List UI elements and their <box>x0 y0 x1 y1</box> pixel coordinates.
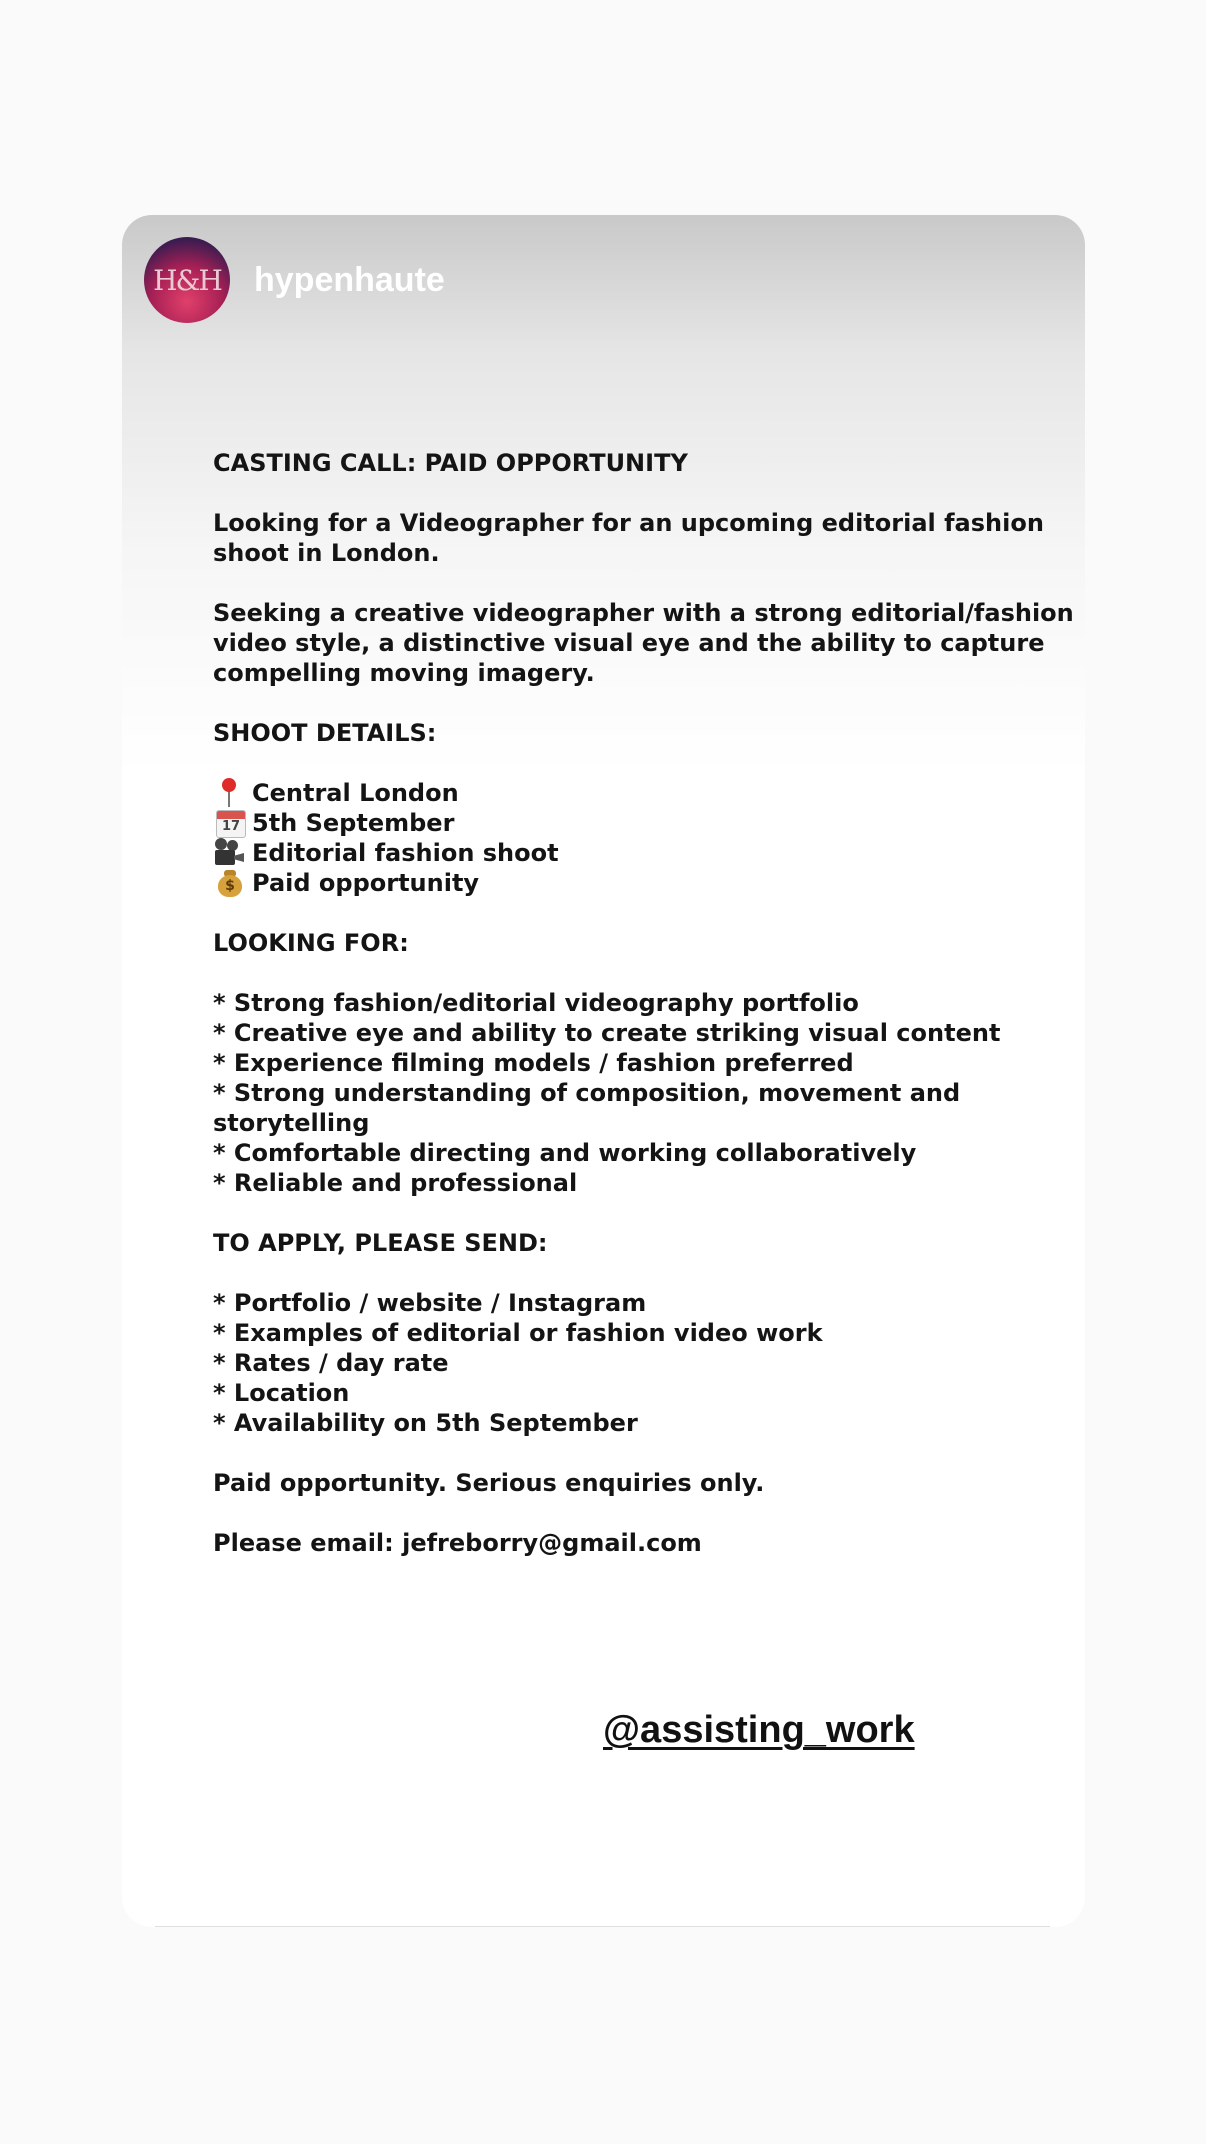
divider <box>155 1926 1050 1927</box>
seeking-line: video style, a distinctive visual eye and the ability to capture <box>213 629 1045 657</box>
post-text <box>213 448 1093 1558</box>
detail-text: Editorial fashion shoot <box>252 839 559 867</box>
list-item: * Strong understanding of composition, movement and <box>213 1079 961 1107</box>
detail-text: Central London <box>252 779 459 807</box>
seeking-line: compelling moving imagery. <box>213 659 595 687</box>
detail-item <box>213 868 1093 898</box>
list-item: * Comfortable directing and working collaboratively <box>213 1139 917 1167</box>
looking-heading: LOOKING FOR: <box>213 929 409 957</box>
list-item: * Experience filming models / fashion preferred <box>213 1049 854 1077</box>
details-heading: SHOOT DETAILS: <box>213 719 437 747</box>
list-item: * Creative eye and ability to create striking visual content <box>213 1019 1001 1047</box>
intro-line: shoot in London. <box>213 539 440 567</box>
movie-camera-icon <box>213 838 247 868</box>
detail-text: Paid opportunity <box>252 869 480 897</box>
closing-line: Paid opportunity. Serious enquiries only. <box>213 1469 765 1497</box>
list-item: * Strong fashion/editorial videography portfolio <box>213 989 859 1017</box>
email-line[interactable]: Please email: jefreborry@gmail.com <box>213 1529 702 1557</box>
detail-item <box>213 838 1093 868</box>
detail-item <box>213 808 1093 838</box>
list-item: * Examples of editorial or fashion video work <box>213 1319 823 1347</box>
money-bag-icon: $ <box>213 868 247 898</box>
list-item: * Portfolio / website / Instagram <box>213 1289 647 1317</box>
post-title: CASTING CALL: PAID OPPORTUNITY <box>213 449 688 477</box>
seeking-line: Seeking a creative videographer with a strong editorial/fashion <box>213 599 1074 627</box>
list-item: * Rates / day rate <box>213 1349 449 1377</box>
story-header <box>144 237 445 323</box>
avatar-logo-text: H&H <box>153 263 221 297</box>
pin-icon <box>213 778 247 808</box>
detail-text: 5th September <box>252 809 455 837</box>
avatar[interactable] <box>144 237 230 323</box>
list-item: * Location <box>213 1379 350 1407</box>
detail-item <box>213 778 1093 808</box>
mention-sticker[interactable]: @assisting_work <box>603 1709 915 1751</box>
list-item: storytelling <box>213 1109 370 1137</box>
apply-heading: TO APPLY, PLEASE SEND: <box>213 1229 548 1257</box>
list-item: * Reliable and professional <box>213 1169 578 1197</box>
username[interactable]: hypenhaute <box>254 260 445 299</box>
intro-line: Looking for a Videographer for an upcoming editorial fashion <box>213 509 1044 537</box>
list-item: * Availability on 5th September <box>213 1409 638 1437</box>
calendar-icon: 17 <box>213 808 247 838</box>
